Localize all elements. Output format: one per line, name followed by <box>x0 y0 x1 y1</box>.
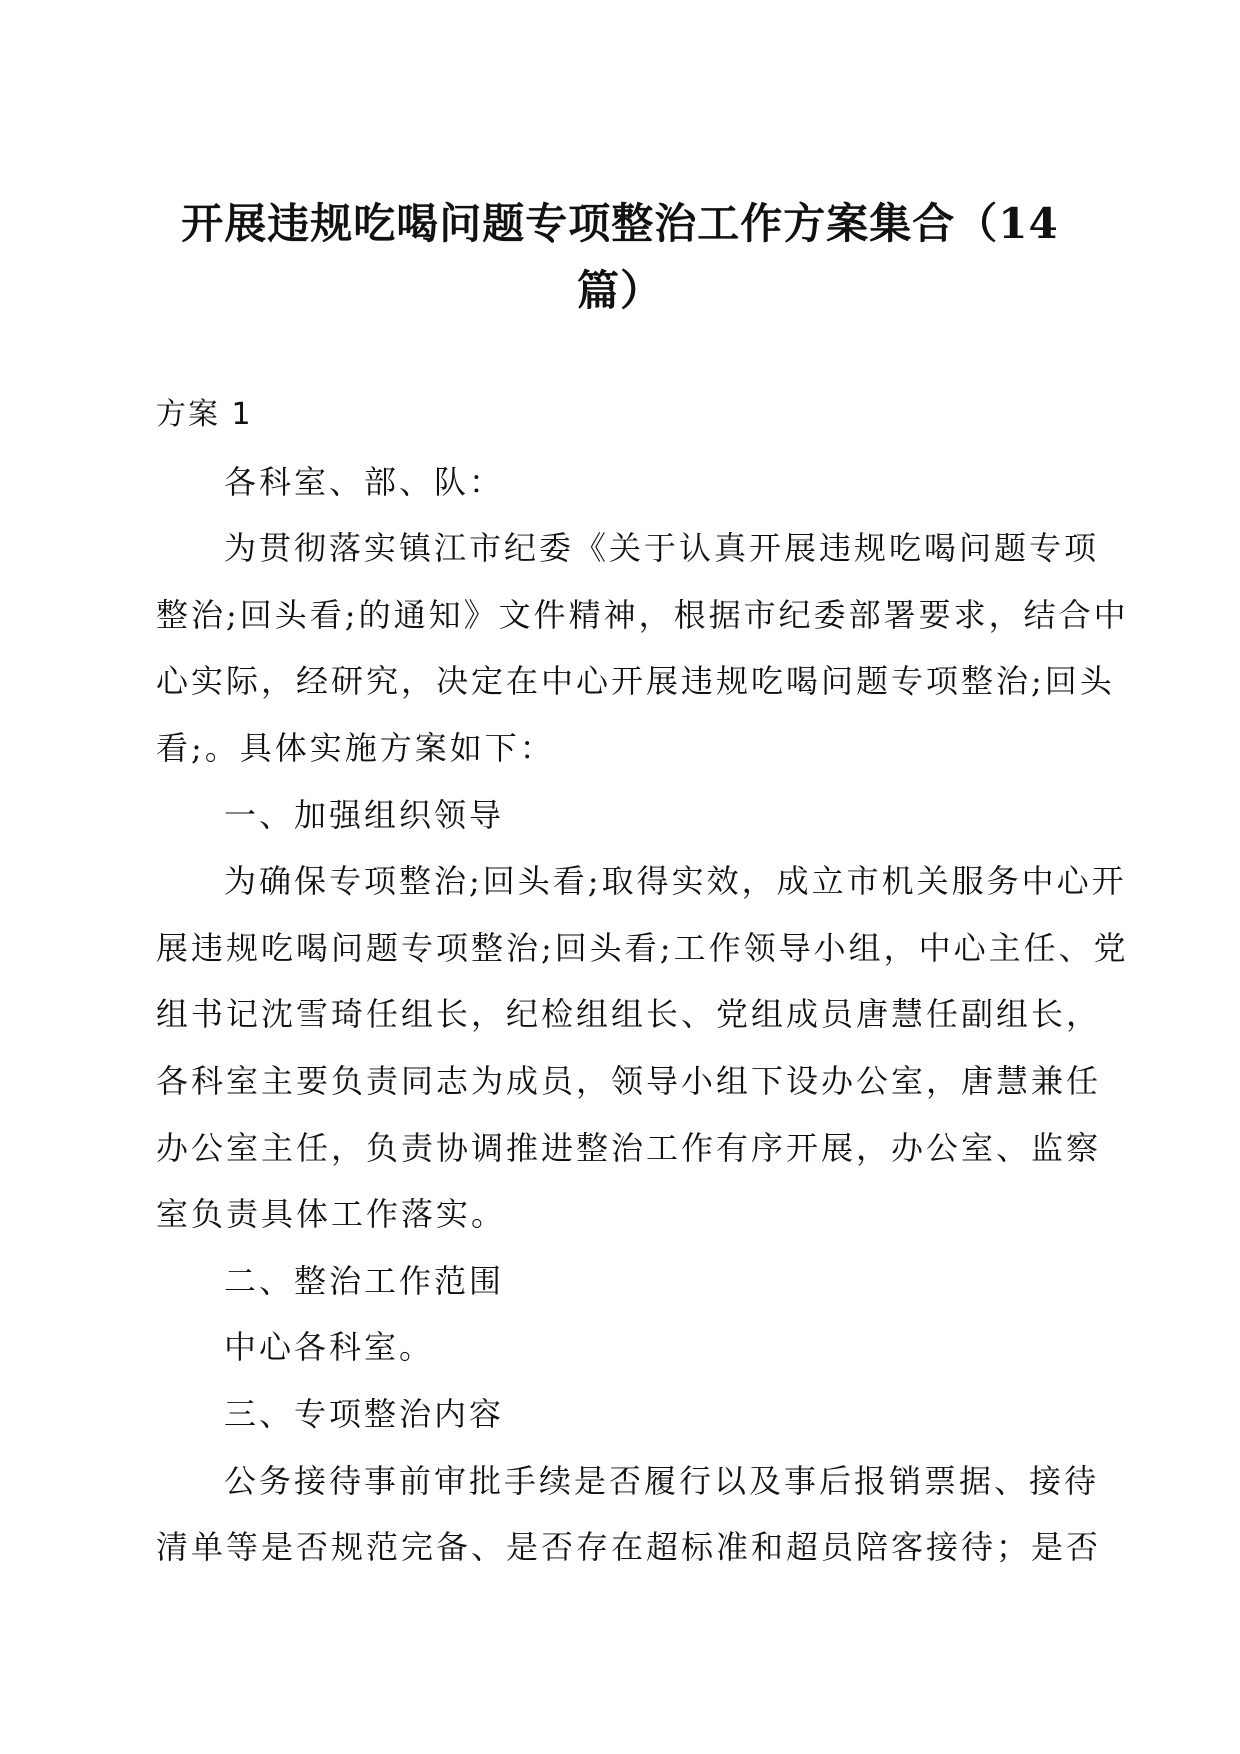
document-body <box>156 382 1129 1581</box>
paragraph-line: 办公室主任，负责协调推进整治工作有序开展，办公室、监察 <box>156 1128 1102 1167</box>
document-title <box>150 188 1090 321</box>
section-heading: 二、整治工作范围 <box>224 1261 505 1300</box>
paragraph-line: 展违规吃喝问题专项整治;回头看;工作领导小组，中心主任、党 <box>156 928 1129 967</box>
title-line: 篇） <box>576 265 663 315</box>
paragraph-line: 整治;回头看;的通知》文件精神，根据市纪委部署要求，结合中 <box>156 595 1129 634</box>
paragraph-line: 中心各科室。 <box>224 1328 435 1367</box>
salutation: 各科室、部、队： <box>224 462 505 501</box>
paragraph-line: 为确保专项整治;回头看;取得实效，成立市机关服务中心开 <box>224 862 1127 901</box>
paragraph-line: 室负责具体工作落实。 <box>156 1195 507 1234</box>
paragraph-line: 清单等是否规范完备、是否存在超标准和超员陪客接待；是否 <box>156 1528 1102 1567</box>
paragraph-line: 心实际，经研究，决定在中心开展违规吃喝问题专项整治;回头 <box>156 662 1115 701</box>
title-line: 开展违规吃喝问题专项整治工作方案集合（14 <box>181 199 1059 248</box>
paragraph-line: 为贯彻落实镇江市纪委《关于认真开展违规吃喝问题专项 <box>224 529 1100 568</box>
paragraph-line: 公务接待事前审批手续是否履行以及事后报销票据、接待 <box>224 1461 1100 1500</box>
section-heading: 一、加强组织领导 <box>224 795 505 834</box>
paragraph-line: 各科室主要负责同志为成员，领导小组下设办公室，唐慧兼任 <box>156 1061 1102 1100</box>
section-heading: 三、专项整治内容 <box>224 1394 505 1433</box>
paragraph-line: 组书记沈雪琦任组长，纪检组组长、党组成员唐慧任副组长， <box>156 995 1102 1034</box>
paragraph-line: 看;。具体实施方案如下： <box>156 728 555 767</box>
section-label: 方案 1 <box>156 397 253 432</box>
